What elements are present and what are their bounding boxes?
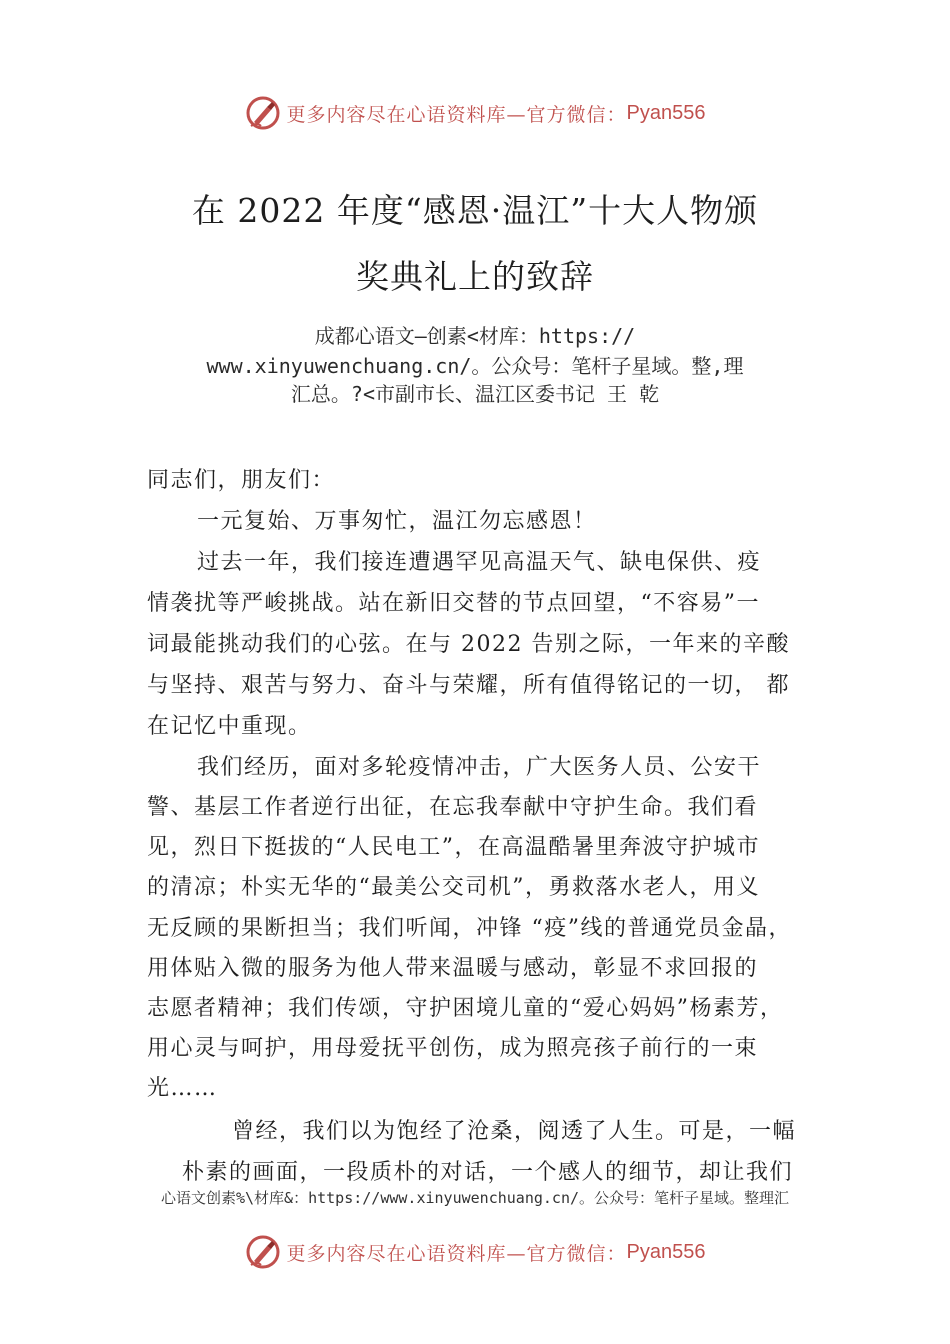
- pen-logo-icon: [245, 1234, 281, 1270]
- header-watermark-banner: [0, 93, 950, 133]
- body-line: 见，烈日下挺拔的“人民电工”，在高温酷暑里奔波守护城市: [147, 835, 760, 860]
- body-line: 无反顾的果断担当；我们听闻，冲锋 “疫”线的普通党员金晶，: [147, 916, 792, 941]
- byline-line-2: www.xinyuwenchuang.cn/。公众号：笔杆子星域。整,理: [206, 354, 744, 378]
- body-line: 曾经，我们以为饱经了沧桑，阅透了人生。可是，一幅: [232, 1119, 797, 1144]
- body-line: 朴素的画面，一段质朴的对话，一个感人的细节，却让我们: [182, 1160, 794, 1185]
- pen-logo-icon: [245, 95, 281, 131]
- byline-line-3: 汇总。?<市副市长、温江区委书记 王 乾: [290, 382, 660, 406]
- footer-source-note: 心语文创素%\材库&：https://www.xinyuwenchuang.cn/。公众号：笔杆子星域。整理汇: [160, 1189, 790, 1207]
- body-line: 我们经历，面对多轮疫情冲击，广大医务人员、公安干: [197, 755, 762, 780]
- page-title-line-2: 奖典礼上的致辞: [356, 257, 594, 296]
- body-line: 一元复始、万事匆忙，温江勿忘感恩！: [197, 509, 597, 534]
- body-line: 用体贴入微的服务为他人带来温暖与感动，彰显不求回报的: [147, 956, 759, 981]
- body-line: 的清凉；朴实无华的“最美公交司机”，勇救落水老人，用义: [147, 875, 760, 900]
- banner-wechat-id: Pyan556: [626, 1240, 706, 1263]
- body-line: 与坚持、艰苦与努力、奋斗与荣耀，所有值得铭记的一切， 都: [147, 673, 790, 698]
- body-line: 光……: [147, 1076, 218, 1101]
- banner-text: 更多内容尽在心语资料库—官方微信：: [286, 103, 627, 126]
- banner-wechat-id: Pyan556: [626, 101, 706, 124]
- banner-text: 更多内容尽在心语资料库—官方微信：: [286, 1242, 627, 1265]
- salutation: 同志们，朋友们：: [147, 468, 336, 493]
- body-line: 警、基层工作者逆行出征，在忘我奉献中守护生命。我们看: [147, 795, 759, 820]
- body-line: 词最能挑动我们的心弦。在与 2022 告别之际，一年来的辛酸: [147, 632, 790, 657]
- body-line: 情袭扰等严峻挑战。站在新旧交替的节点回望，“不容易”一: [147, 591, 760, 616]
- byline-line-1: 成都心语文—创素<材库：https://: [314, 324, 636, 348]
- body-line: 志愿者精神；我们传颂，守护困境儿童的“爱心妈妈”杨素芳，: [147, 996, 784, 1021]
- body-line: 在记忆中重现。: [147, 714, 312, 739]
- footer-watermark-banner: [0, 1232, 950, 1272]
- page-title-line-1: 在 2022 年度“感恩·温江”十大人物颁: [191, 191, 759, 230]
- body-line: 用心灵与呵护，用母爱抚平创伤，成为照亮孩子前行的一束: [147, 1036, 759, 1061]
- body-line: 过去一年，我们接连遭遇罕见高温天气、缺电保供、疫: [197, 550, 762, 575]
